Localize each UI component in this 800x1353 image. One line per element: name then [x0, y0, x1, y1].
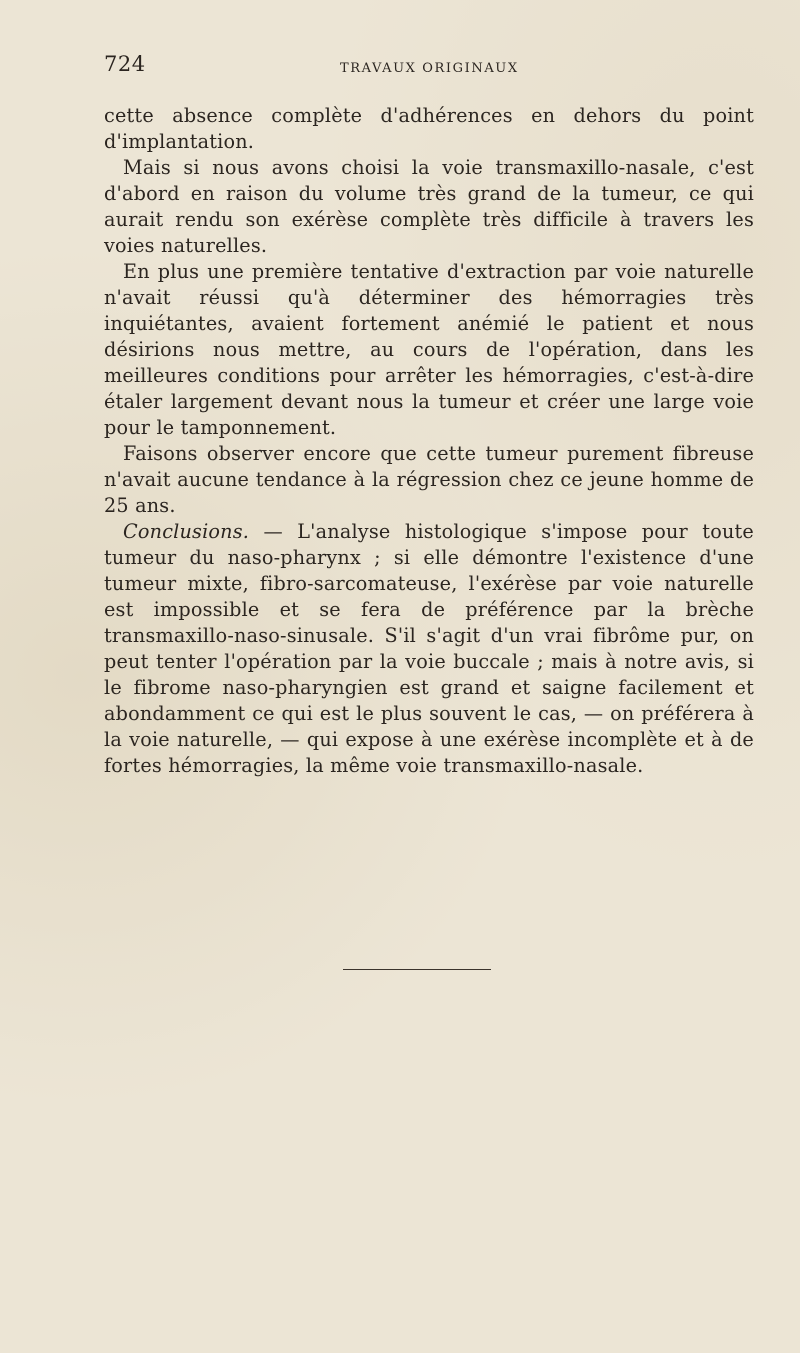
end-rule-divider — [343, 969, 491, 970]
conclusions-text: — L'analyse histologique s'impose pour toute tumeur du naso-pharynx ; si elle démontre l'existence d'une tumeur mixte, fibro-sarcomateuse, l'exérèse par voie naturelle est impossible et se fera de préférence par la brèche transmaxillo-naso-sinusale. S'il s'agit d'un vrai fibrôme pur, on peut tenter l'opération par la voie buccale ; mais à notre avis, si le fibrome naso-pharyngien est grand et saigne facilement et abondamment ce qui est le plus souvent le cas, — on préférera à la voie naturelle, — qui expose à une exérèse incomplète et à de fortes hémorragies, la même voie transmaxillo-nasale. — [104, 520, 754, 777]
running-head — [104, 52, 754, 82]
page-number: 724 — [104, 52, 146, 76]
paragraph-conclusions — [104, 519, 754, 779]
paragraph-choice-of-route: Mais si nous avons choisi la voie transmaxillo-nasale, c'est d'abord en raison du volume très grand de la tumeur, ce qui aurait rendu son exérèse complète très difficile à travers les voies naturelles. — [104, 156, 754, 257]
body-text — [104, 103, 754, 779]
paragraph-continuation: cette absence complète d'adhérences en dehors du point d'implantation. — [104, 104, 754, 153]
conclusions-heading: Conclusions. — [123, 520, 250, 543]
running-title: TRAVAUX ORIGINAUX — [340, 61, 519, 76]
paragraph-first-attempt: En plus une première tentative d'extraction par voie naturelle n'avait réussi qu'à déterminer des hémorragies très inquiétantes, avaient fortement anémié le patient et nous désirions nous mettre, au cours de l'opération, dans les meilleures conditions pour arrêter les hémorragies, c'est-à-dire étaler largement devant nous la tumeur et créer une large voie pour le tamponnement. — [104, 260, 754, 439]
paragraph-fibrous-tumor: Faisons observer encore que cette tumeur purement fibreuse n'avait aucune tendance à la régression chez ce jeune homme de 25 ans. — [104, 442, 754, 517]
